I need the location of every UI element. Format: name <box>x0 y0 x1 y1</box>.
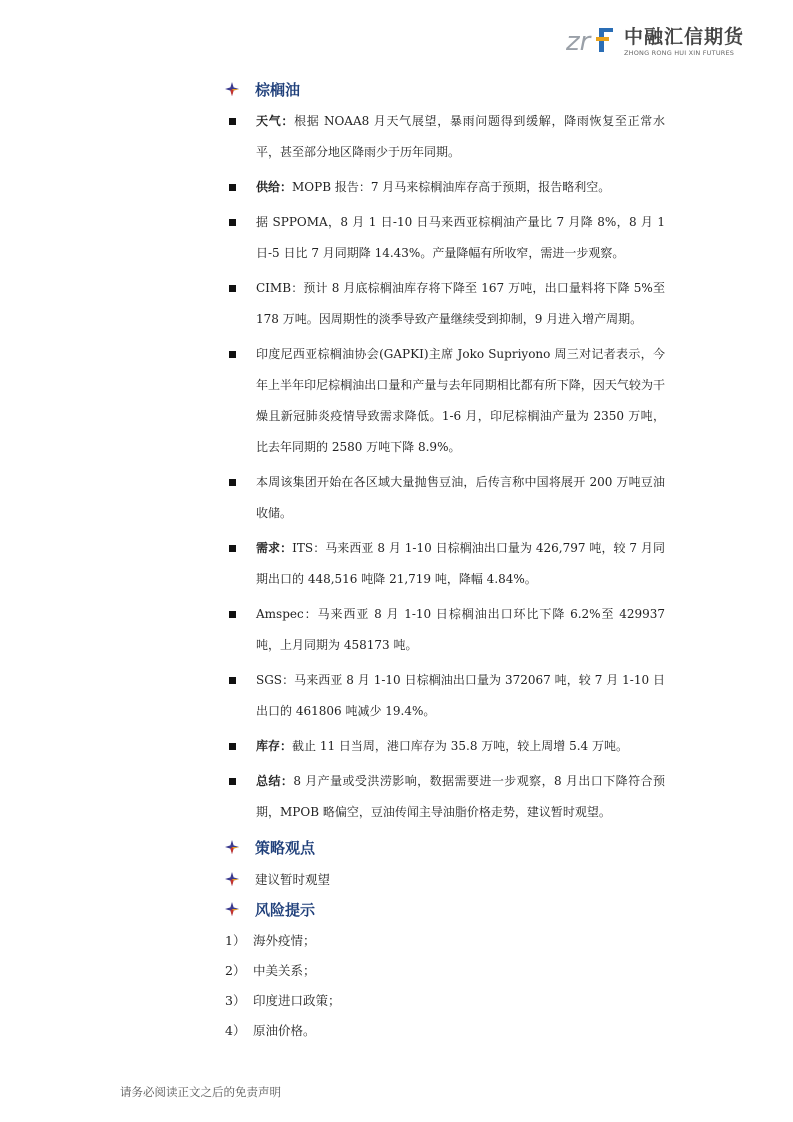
square-bullet-icon <box>229 118 236 125</box>
report-content <box>225 74 665 1046</box>
section-palm-oil <box>225 74 665 104</box>
bullet-item <box>225 207 665 269</box>
bullet-item <box>225 273 665 335</box>
risk-text: 海外疫情； <box>253 933 316 948</box>
square-bullet-icon <box>229 778 236 785</box>
company-logo <box>566 18 750 62</box>
bullet-text: 8 月产量或受洪涝影响，数据需要进一步观察，8 月出口下降符合预期，MPOB 略偏空，豆油传闻主导油脂价格走势，建议暂时观望。 <box>256 774 665 819</box>
strategy-item <box>225 864 665 894</box>
svg-text:zr: zr <box>566 27 591 56</box>
bullet-item <box>225 731 665 762</box>
bullet-item <box>225 339 665 463</box>
bullet-text: CIMB：预计 8 月底棕榈油库存将下降至 167 万吨，出口量料将下降 5%至 178 万吨。因周期性的淡季导致产量继续受到抑制，9 月进入增产周期。 <box>256 281 665 326</box>
risk-number: 3） <box>225 993 246 1008</box>
section-risk <box>225 894 665 924</box>
bullet-text: Amspec：马来西亚 8 月 1-10 日棕榈油出口环比下降 6.2%至 429937 吨，上月同期为 458173 吨。 <box>256 607 665 652</box>
risk-number: 1） <box>225 933 246 948</box>
four-point-star-icon <box>225 82 239 96</box>
bullet-item <box>225 766 665 828</box>
section-title: 策略观点 <box>255 838 316 857</box>
bullet-text: MOPB 报告：7 月马来棕榈油库存高于预期，报告略利空。 <box>292 180 611 194</box>
bullet-label: 库存： <box>256 739 293 753</box>
four-point-star-icon <box>225 872 239 886</box>
square-bullet-icon <box>229 545 236 552</box>
bullet-label: 天气： <box>256 114 295 128</box>
risk-text: 原油价格。 <box>253 1023 316 1038</box>
square-bullet-icon <box>229 611 236 618</box>
square-bullet-icon <box>229 677 236 684</box>
section-strategy <box>225 832 665 862</box>
risk-number: 2） <box>225 963 246 978</box>
risk-item <box>225 956 665 986</box>
bullet-text: 据 SPPOMA，8 月 1 日-10 日马来西亚棕榈油产量比 7 月降 8%，8 月 1 日-5 日比 7 月同期降 14.43%。产量降幅有所收窄，需进一步观察。 <box>256 215 665 260</box>
bullet-text: 本周该集团开始在各区域大量抛售豆油，后传言称中国将展开 200 万吨豆油收储。 <box>256 475 665 520</box>
square-bullet-icon <box>229 184 236 191</box>
logo-english-name: ZHONG RONG HUI XIN FUTURES <box>624 49 735 57</box>
bullet-item <box>225 533 665 595</box>
square-bullet-icon <box>229 285 236 292</box>
footer-disclaimer: 请务必阅读正文之后的免责声明 <box>120 1085 281 1099</box>
risk-list <box>225 926 665 1046</box>
bullet-label: 需求： <box>256 541 293 555</box>
section-title: 棕榈油 <box>255 80 301 99</box>
risk-number: 4） <box>225 1023 246 1038</box>
risk-item <box>225 1016 665 1046</box>
bullet-text: 截止 11 日当周，港口库存为 35.8 万吨，较上周增 5.4 万吨。 <box>292 739 628 753</box>
square-bullet-icon <box>229 351 236 358</box>
risk-item <box>225 926 665 956</box>
bullet-item <box>225 665 665 727</box>
logo-chinese-name: 中融汇信期货 <box>624 26 745 48</box>
risk-text: 印度进口政策； <box>253 993 341 1008</box>
four-point-star-icon <box>225 840 239 854</box>
bullet-label: 供给： <box>256 180 293 194</box>
section-title: 风险提示 <box>255 900 316 919</box>
bullet-text: 印度尼西亚棕榈油协会(GAPKI)主席 Joko Supriyono 周三对记者表示，今年上半年印尼棕榈油出口量和产量与去年同期相比都有所下降，因天气较为干燥且新冠肺炎疫情导致需求降低。1-6 月，印尼棕榈油产量为 2350 万吨，比去年同期的 2580 万吨下降 8.9%。 <box>256 347 665 454</box>
bullet-item <box>225 467 665 529</box>
bullet-text: 根据 NOAA8 月天气展望，暴雨问题得到缓解，降雨恢复至正常水平，甚至部分地区降雨少于历年同期。 <box>256 114 665 159</box>
bullet-item <box>225 599 665 661</box>
square-bullet-icon <box>229 479 236 486</box>
bullet-label: 总结： <box>256 774 294 788</box>
bullet-list <box>225 106 665 828</box>
risk-item <box>225 986 665 1016</box>
square-bullet-icon <box>229 743 236 750</box>
four-point-star-icon <box>225 902 239 916</box>
bullet-item <box>225 172 665 203</box>
bullet-text: ITS：马来西亚 8 月 1-10 日棕榈油出口量为 426,797 吨，较 7 月同期出口的 448,516 吨降 21,719 吨，降幅 4.84%。 <box>256 541 665 586</box>
bullet-item <box>225 106 665 168</box>
zrf-logo-icon <box>566 24 618 56</box>
strategy-text: 建议暂时观望 <box>255 872 331 887</box>
bullet-text: SGS：马来西亚 8 月 1-10 日棕榈油出口量为 372067 吨，较 7 月 1-10 日出口的 461806 吨减少 19.4%。 <box>256 673 665 718</box>
risk-text: 中美关系； <box>253 963 316 978</box>
square-bullet-icon <box>229 219 236 226</box>
